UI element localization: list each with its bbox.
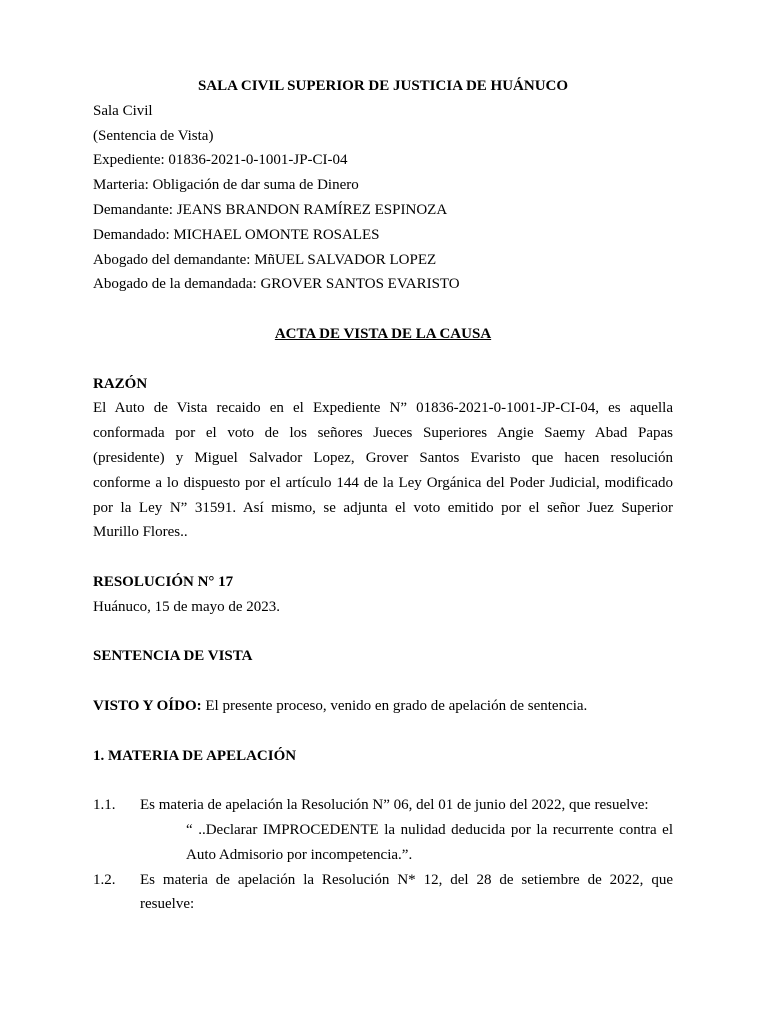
item-text: resuelve: bbox=[140, 896, 195, 913]
item-text: Es materia de apelación la Resolución N* 12, del 28 de setiembre de 2022, que bbox=[140, 871, 673, 888]
header-materia: Marteria: Obligación de dar suma de Dinero bbox=[93, 177, 359, 194]
list-item bbox=[93, 793, 673, 867]
header-type: (Sentencia de Vista) bbox=[93, 127, 214, 144]
materia-heading: 1. MATERIA DE APELACIÓN bbox=[93, 747, 297, 764]
header-sala: Sala Civil bbox=[93, 102, 153, 119]
header-expediente: Expediente: 01836-2021-0-1001-JP-CI-04 bbox=[93, 152, 348, 169]
list-item bbox=[93, 868, 673, 918]
header-demandado: Demandado: MICHAEL OMONTE ROSALES bbox=[93, 226, 380, 243]
header-demandante: Demandante: JEANS BRANDON RAMÍREZ ESPINOZA bbox=[93, 201, 448, 218]
razon-heading: RAZÓN bbox=[93, 375, 148, 392]
court-title: SALA CIVIL SUPERIOR DE JUSTICIA DE HUÁNUCO bbox=[197, 78, 569, 94]
razon-line: por la Ley N” 31591. Así mismo, se adjunta el voto emitido por el señor Juez Superior bbox=[93, 499, 673, 516]
visto-label: VISTO Y OÍDO: bbox=[93, 697, 202, 714]
visto-paragraph bbox=[93, 694, 673, 719]
acta-title: ACTA DE VISTA DE LA CAUSA bbox=[274, 325, 492, 342]
razon-line: Murillo Flores.. bbox=[93, 524, 188, 541]
item-text: Es materia de apelación la Resolución N” 06, del 01 de junio del 2022, que resuelve: bbox=[140, 797, 649, 814]
item-number: 1.2. bbox=[93, 871, 116, 888]
header-abogado-demandante: Abogado del demandante: MñUEL SALVADOR LOPEZ bbox=[93, 251, 437, 268]
item-quote: Auto Admisorio por incompetencia.”. bbox=[186, 846, 413, 863]
visto-text: El presente proceso, venido en grado de apelación de sentencia. bbox=[201, 697, 588, 714]
item-number: 1.1. bbox=[93, 797, 116, 814]
document-page bbox=[93, 74, 673, 917]
sentencia-heading: SENTENCIA DE VISTA bbox=[93, 648, 253, 665]
header-abogado-demandada: Abogado de la demandada: GROVER SANTOS EVARISTO bbox=[93, 276, 460, 293]
resolucion-date: Huánuco, 15 de mayo de 2023. bbox=[93, 598, 281, 615]
razon-line: (presidente) y Miguel Salvador Lopez, Grover Santos Evaristo que hacen resolución bbox=[93, 449, 673, 466]
item-quote: “ ..Declarar IMPROCEDENTE la nulidad deducida por la recurrente contra el bbox=[186, 821, 673, 838]
razon-line: conformada por el voto de los señores Jueces Superiores Angie Saemy Abad Papas bbox=[93, 425, 673, 442]
resolucion-heading: RESOLUCIÓN N° 17 bbox=[93, 573, 234, 590]
razon-line: El Auto de Vista recaido en el Expediente N” 01836-2021-0-1001-JP-CI-04, es aquella bbox=[93, 400, 673, 417]
razon-line: conforme a lo dispuesto por el artículo 144 de la Ley Orgánica del Poder Judicial, modificado bbox=[93, 474, 673, 491]
